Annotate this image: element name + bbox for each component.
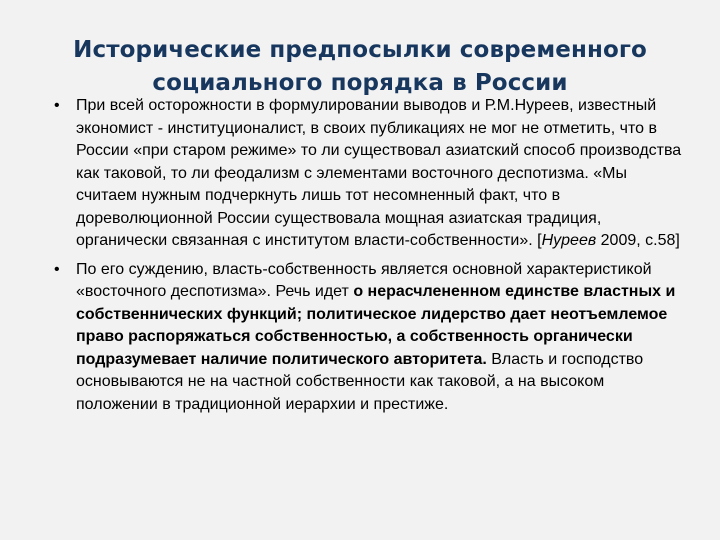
bullet-2-ending: Власть и господство основываются не на частной собственности как таковой, а на высоком положении в традиционной иерархии и престиже. bbox=[76, 350, 644, 413]
bullet-marker: • bbox=[54, 260, 60, 278]
citation-author: Нуреев bbox=[541, 232, 597, 249]
bullet-item-2 bbox=[54, 259, 684, 417]
bullet-marker: • bbox=[54, 97, 60, 114]
bullet-1-text: При всей осторожности в формулировании выводов и Р.М.Нуреев, известный экономист - институционалист, в своих публикациях не мог не отметить, что в России «при старом режиме» то ли существовал азиатский способ производства как таковой, то ли феодализм с элементами восточного деспотизма. «Мы считаем нужным подчеркнуть лишь тот несомненный факт, что в дореволюционной России существовала мощная азиатская традиция, органически связанная с институтом власти-собственности». [ bbox=[76, 97, 682, 249]
bullet-2-intro: По его суждению, власть-собственность является основной характеристикой «восточного деспотизма». Речь идет bbox=[76, 260, 652, 300]
citation-year-page: 2009, с.58] bbox=[596, 232, 680, 249]
bullet-2-emphasis: о нерасчлененном единстве властных и собственнических функций; политическое лидерство дает неотъемлемое право распоряжаться собственностью, а собственность органически подразумевает наличие политического авторитета. bbox=[76, 283, 676, 368]
slide-title: Исторические предпосылки современного социального порядка в России bbox=[73, 37, 647, 96]
bullet-list bbox=[54, 95, 684, 422]
bullet-item-1 bbox=[54, 95, 684, 253]
